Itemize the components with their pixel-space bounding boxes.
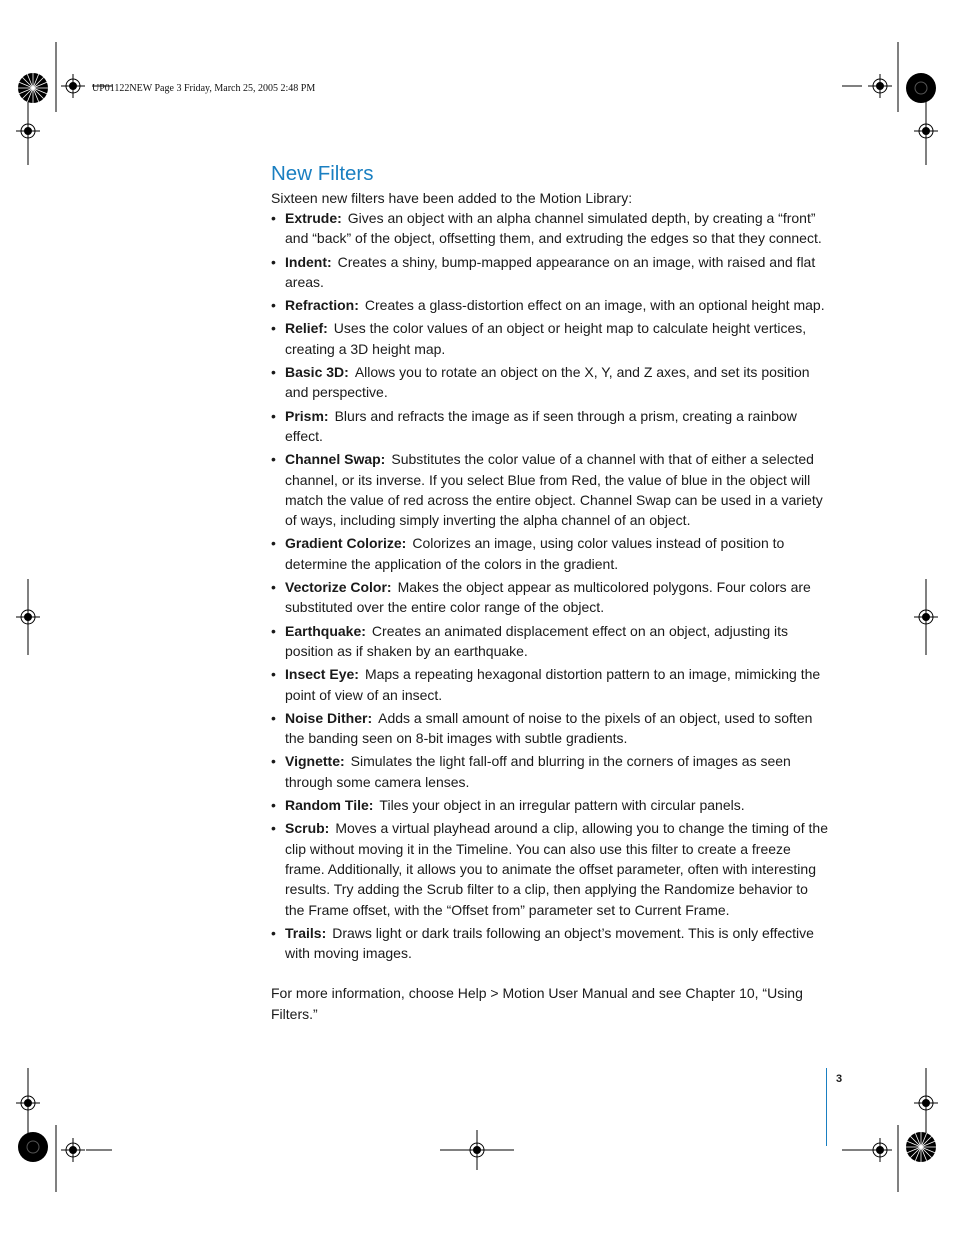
registration-mark-icon bbox=[914, 605, 938, 629]
registration-mark-icon bbox=[868, 74, 892, 98]
filter-description: Gives an object with an alpha channel simulated depth, by creating a “front” and “back” of the object, offsetting them, and extruding the edges so that they connect. bbox=[285, 210, 822, 247]
filter-item bbox=[271, 708, 831, 749]
filter-item bbox=[271, 406, 831, 447]
filter-term: Channel Swap: bbox=[285, 451, 386, 468]
registration-mark-icon bbox=[16, 605, 40, 629]
registration-mark-icon bbox=[61, 74, 85, 98]
filter-term: Insect Eye: bbox=[285, 666, 359, 683]
registration-mark-icon bbox=[16, 119, 40, 143]
filter-term: Trails: bbox=[285, 924, 327, 941]
page-number-rule bbox=[826, 1068, 827, 1146]
filter-term: Vignette: bbox=[285, 753, 345, 770]
main-content bbox=[271, 160, 831, 1024]
filter-term: Relief: bbox=[285, 320, 328, 337]
filter-item bbox=[271, 664, 831, 705]
registration-mark-icon bbox=[465, 1138, 489, 1162]
registration-mark-icon bbox=[914, 119, 938, 143]
section-title: New Filters bbox=[271, 162, 374, 185]
filter-term: Gradient Colorize: bbox=[285, 535, 407, 552]
filter-description: Adds a small amount of noise to the pixels of an object, used to soften the banding seen on 8-bit images with subtle gradients. bbox=[285, 709, 813, 747]
filter-description: Moves a virtual playhead around a clip, allowing you to change the timing of the clip without moving it in the Timeline. You can also use this filter to create a freeze frame. Additionally, it allows you to animate the offset parameter, often with interesting results. Try adding the Scrub filter to a clip, then applying the Randomize behavior to the Frame offset, with the “Offset from” parameter set to Current Frame. bbox=[285, 820, 828, 918]
filter-description: Blurs and refracts the image as if seen through a prism, creating a rainbow effect. bbox=[285, 407, 797, 444]
starburst-icon bbox=[18, 73, 48, 103]
filter-item bbox=[271, 923, 831, 964]
filter-item bbox=[271, 295, 831, 315]
filter-item bbox=[271, 208, 831, 249]
filter-term: Extrude: bbox=[285, 210, 342, 226]
starburst-icon bbox=[18, 1132, 48, 1162]
filter-term: Refraction: bbox=[285, 297, 359, 314]
registration-mark-icon bbox=[914, 1091, 938, 1115]
filter-description: Draws light or dark trails following an object’s movement. This is only effective with moving images. bbox=[285, 924, 814, 962]
filter-item bbox=[271, 751, 831, 792]
filter-item bbox=[271, 621, 831, 662]
filter-term: Random Tile: bbox=[285, 797, 374, 814]
filter-description: Creates a glass-distortion effect on an image, with an optional height map. bbox=[364, 297, 825, 314]
filter-description: Allows you to rotate an object on the X, Y, and Z axes, and set its position and perspective. bbox=[285, 364, 810, 401]
filter-item bbox=[271, 818, 831, 919]
filter-item bbox=[271, 449, 831, 530]
filter-item bbox=[271, 533, 831, 574]
filter-item bbox=[271, 795, 831, 815]
filter-term: Scrub: bbox=[285, 820, 330, 837]
filter-description: Tiles your object in an irregular pattern with circular panels. bbox=[379, 797, 745, 814]
slug-line: UP01122NEW Page 3 Friday, March 25, 2005 2:48 PM bbox=[92, 83, 316, 94]
page-number: 3 bbox=[836, 1073, 843, 1085]
filter-description: Makes the object appear as multicolored polygons. Four colors are substituted over the entire color range of the object. bbox=[285, 579, 811, 616]
filter-item bbox=[271, 252, 831, 293]
filter-description: Maps a repeating hexagonal distortion pattern to an image, mimicking the point of view of an insect. bbox=[285, 666, 821, 703]
filter-description: Substitutes the color value of a channel with that of either a selected channel, or its inverse. If you select Blue from Red, the value of blue in the object will match the value of red across the entire object. Channel Swap can be used in a variety of ways, including simply inverting the alpha channel of an object. bbox=[285, 451, 823, 529]
filter-description: Uses the color values of an object or height map to calculate height vertices, creating a 3D height map. bbox=[285, 320, 807, 357]
filter-term: Prism: bbox=[285, 407, 329, 424]
filter-description: Colorizes an image, using color values instead of position to determine the application of the colors in the gradient. bbox=[285, 535, 785, 572]
filter-term: Noise Dither: bbox=[285, 709, 373, 726]
filter-description: Simulates the light fall-off and blurring in the corners of images as seen through some camera lenses. bbox=[285, 753, 791, 790]
starburst-icon bbox=[906, 73, 936, 103]
registration-mark-icon bbox=[16, 1091, 40, 1115]
filter-term: Indent: bbox=[285, 253, 332, 270]
outro-text: For more information, choose Help > Motion User Manual and see Chapter 10, “Using Filters.” bbox=[271, 985, 803, 1022]
filter-description: Creates an animated displacement effect on an object, adjusting its position as if shaken by an earthquake. bbox=[285, 622, 789, 659]
filter-item bbox=[271, 577, 831, 618]
filter-item bbox=[271, 362, 831, 403]
filter-term: Earthquake: bbox=[285, 622, 366, 639]
filter-item bbox=[271, 318, 831, 359]
filter-description: Creates a shiny, bump-mapped appearance on an image, with raised and flat areas. bbox=[285, 253, 816, 290]
registration-mark-icon bbox=[61, 1138, 85, 1162]
filter-term: Basic 3D: bbox=[285, 364, 349, 381]
filter-list bbox=[271, 208, 831, 963]
starburst-icon bbox=[906, 1132, 936, 1162]
filter-term: Vectorize Color: bbox=[285, 579, 392, 596]
registration-mark-icon bbox=[868, 1138, 892, 1162]
intro-text: Sixteen new filters have been added to the Motion Library: bbox=[271, 190, 633, 206]
